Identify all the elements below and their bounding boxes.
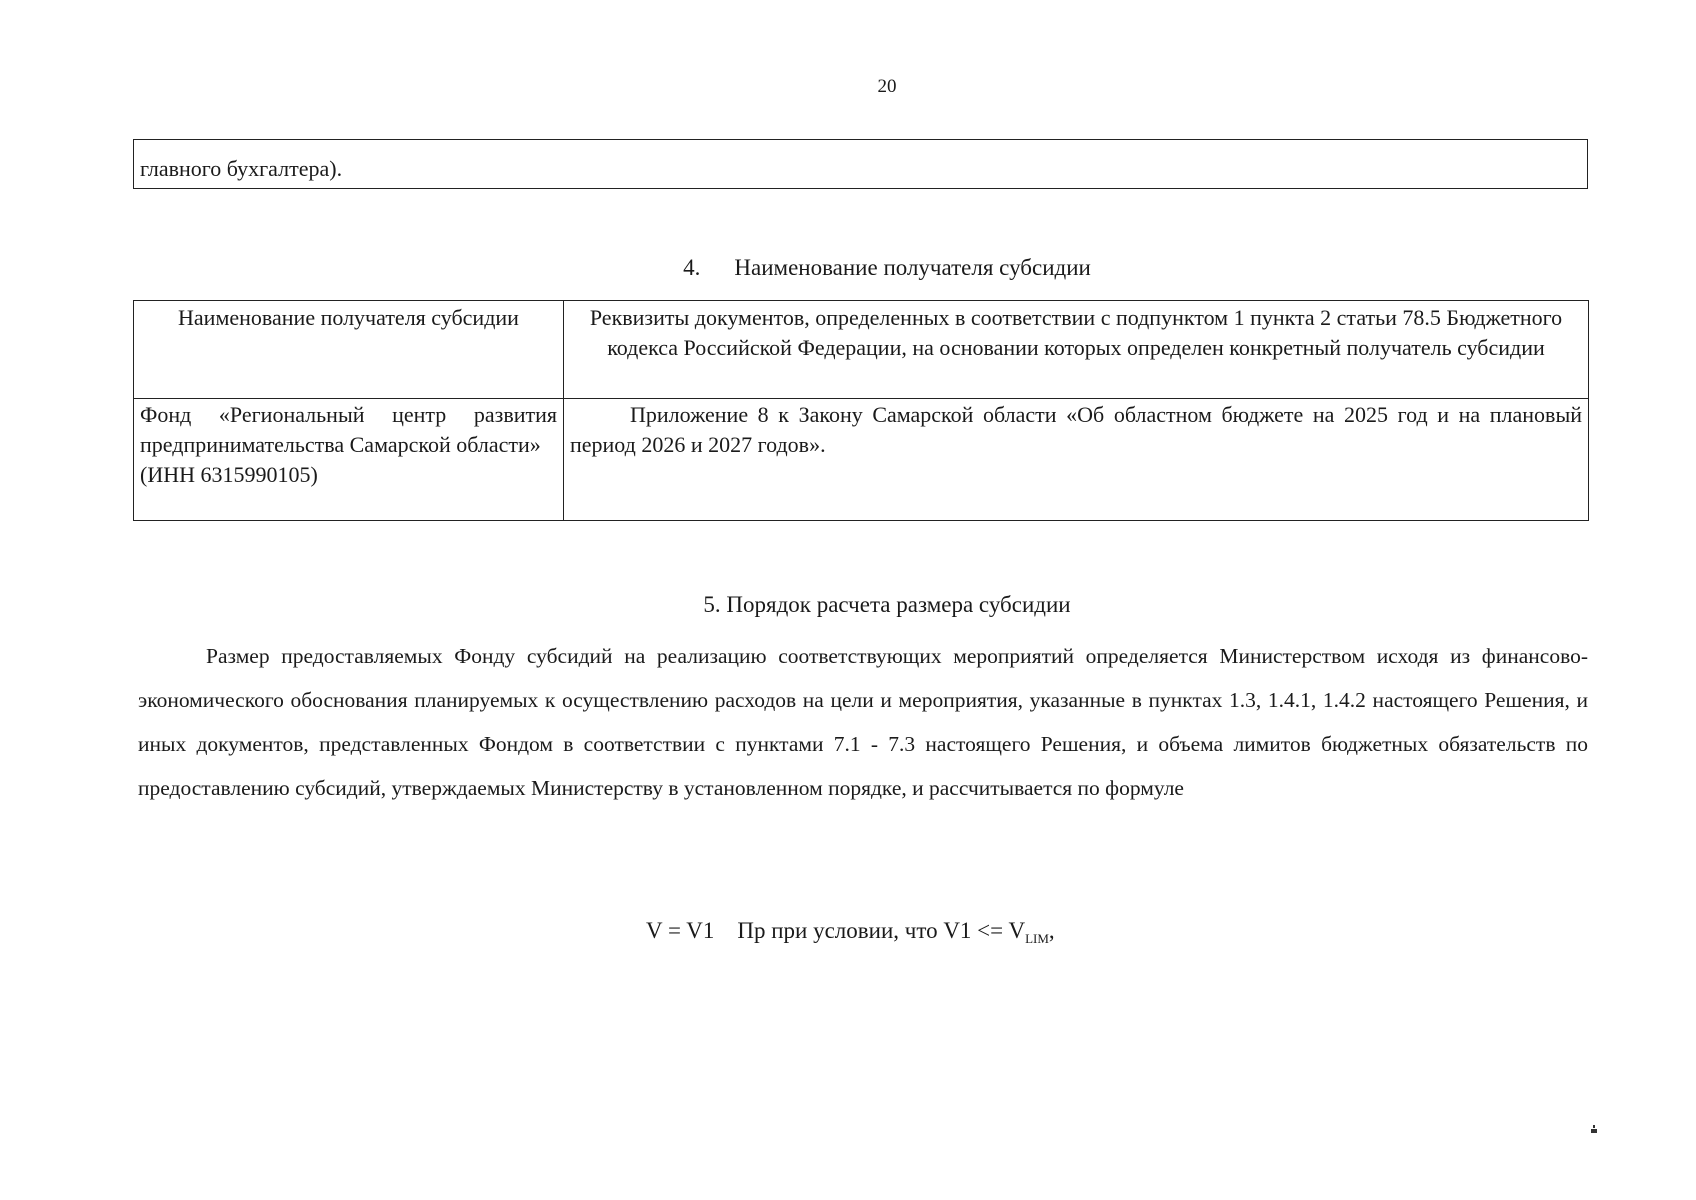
- section-5-heading: 5. Порядок расчета размера субсидии: [703, 592, 1071, 617]
- section-4-title: Наименование получателя субсидии: [734, 255, 1091, 280]
- recipient-name: Фонд «Региональный центр развития предпринимательства Самарской области»: [140, 402, 557, 457]
- continuation-text: главного бухгалтера).: [140, 156, 343, 181]
- formula-suffix: ,: [1048, 918, 1055, 943]
- header-recipient-name: Наименование получателя субсидии: [134, 301, 564, 399]
- continuation-box: [133, 139, 1588, 189]
- page-number: 20: [877, 76, 897, 97]
- recipient-cell: [134, 399, 564, 521]
- header-document-requisites: Реквизиты документов, определенных в соответствии с подпунктом 1 пункта 2 статьи 78.5 Бюджетного кодекса Российской Федерации, на основании которых определен конкретный получатель субсидии: [564, 301, 1589, 399]
- section-4-number: 4.: [683, 255, 701, 280]
- recipient-inn: (ИНН 6315990105): [140, 462, 318, 487]
- calculation-paragraph: Размер предоставляемых Фонду субсидий на реализацию соответствующих мероприятий определяется Министерством исходя из финансово-экономического обоснования планируемых к осуществлению расходов на цели и мероприятия, указанные в пунктах 1.3, 1.4.1, 1.4.2 настоящего Решения, и иных документов, представленных Фондом в соответствии с пунктами 7.1 - 7.3 настоящего Решения, и объема лимитов бюджетных обязательств по предоставлению субсидий, утверждаемых Министерству в установленном порядке, и рассчитывается по формуле: [138, 644, 1588, 800]
- formula: [646, 918, 1055, 947]
- table-header-row: [134, 301, 1589, 399]
- formula-main: V = V1 Пр при условии, что V1 <= V: [646, 918, 1026, 943]
- formula-subscript: LIM: [1025, 931, 1049, 946]
- table-row: [134, 399, 1589, 521]
- scan-artifact-mark: [1591, 1125, 1597, 1133]
- section-4-heading: [0, 255, 1696, 281]
- document-reference: Приложение 8 к Закону Самарской области «Об областном бюджете на 2025 год и на плановый период 2026 и 2027 годов».: [564, 399, 1589, 521]
- recipient-table: [133, 300, 1589, 521]
